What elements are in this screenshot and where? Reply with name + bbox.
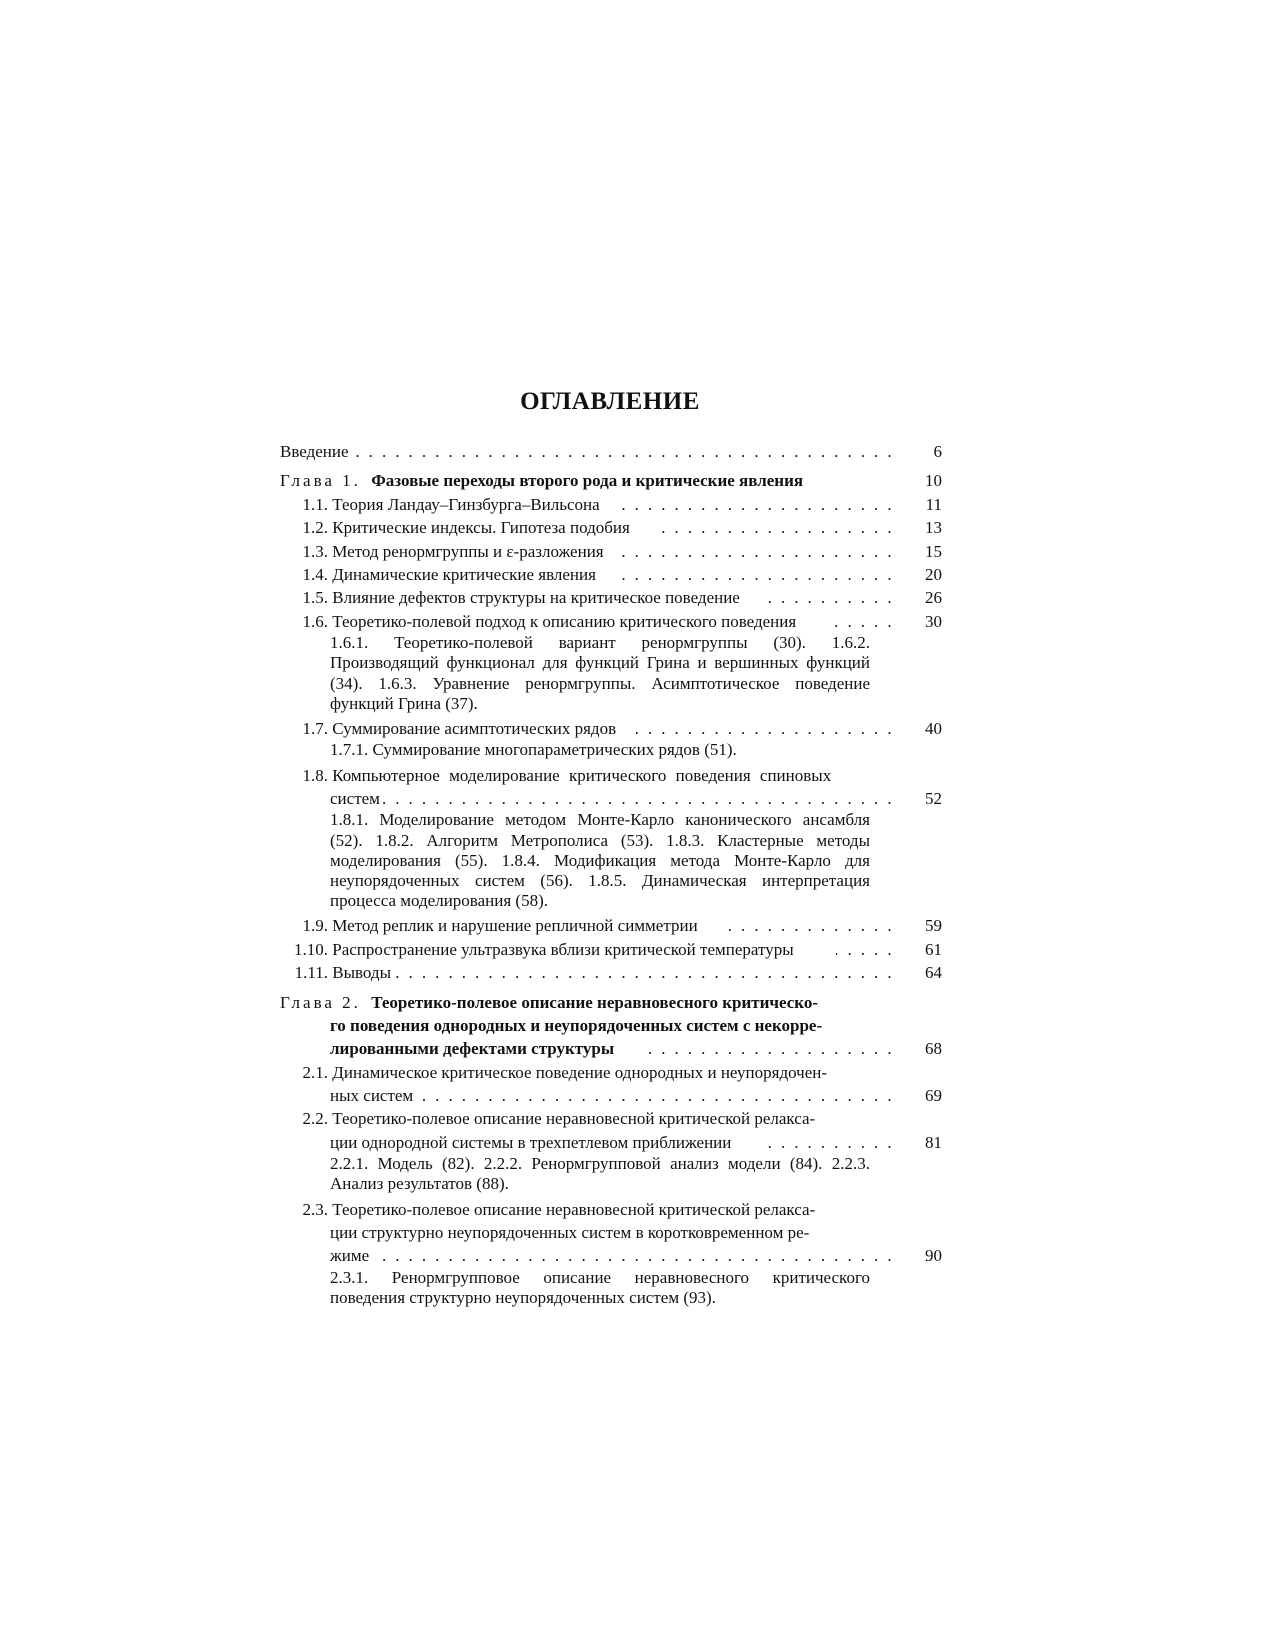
toc-page-number: 64 [925,963,942,983]
section-number: 1.6. [302,611,328,631]
dot-leader [652,516,894,539]
section-number: 1.5. [302,588,328,608]
section-number: 1.10. [294,939,328,959]
dot-leader [834,610,894,633]
toc-section-1-2[interactable] [280,516,942,539]
toc-entry-label: Введение [280,442,349,461]
subsection-list: 1.8.1. Моделирование методом Монте-Карло канонического ансамбля (52). 1.8.2. Алгоритм Метрополиса (53). 1.8.3. Кластерные методы моделирования (55). 1.8.4. Модификация метода Монте-Карло для неупорядоченных систем (56). 1.8.5. Динамическая интерпретация процесса моделирования (58). [330,810,870,911]
toc-section-2-1 [280,1061,942,1084]
dot-leader [638,1037,894,1060]
toc-section-1-8 [280,764,942,787]
section-title: Динамические критические явления [332,564,596,584]
dot-leader [392,961,894,984]
dot-leader [378,1244,894,1267]
subsection-list: 1.6.1. Теоретико-полевой вариант ренормгруппы (30). 1.6.2. Производящий функционал для функций Грина и вершинных функций (34). 1.6.3. Уравнение ренормгруппы. Асимптотическое поведение функций Грина (37). [330,633,870,713]
section-title: Динамическое критическое поведение однородных и неупорядочен- [332,1062,828,1082]
toc-section-2-3 [280,1221,942,1244]
toc-section-1-5[interactable] [280,586,942,609]
section-title: Теория Ландау–Гинзбурга–Вильсона [332,494,600,514]
dot-leader [636,717,894,740]
toc-page-number: 52 [925,788,942,808]
chapter-title: го поведения однородных и неупорядоченных систем с некорре- [330,1015,823,1035]
toc-page-number: 15 [925,541,942,561]
subsection-list: 1.7.1. Суммирование многопараметрических рядов (51). [330,740,737,760]
section-title: Суммирование асимптотических рядов [332,718,617,738]
toc-section-2-2[interactable] [280,1131,942,1154]
toc-section-2-1[interactable] [280,1084,942,1107]
section-title: Теоретико-полевой подход к описанию критического поведения [332,611,797,631]
toc-section-1-7[interactable] [280,717,942,740]
toc-section-1-9[interactable] [280,914,942,937]
section-number: 1.1. [302,494,328,514]
toc-section-1-8[interactable] [280,787,942,810]
section-number: 2.2. [302,1109,328,1129]
toc-page-number: 68 [925,1039,942,1059]
subsection-list: 2.3.1. Ренормгрупповое описание неравновесного критического поведения структурно неупорядоченных систем (93). [330,1267,870,1308]
dot-leader [618,563,894,586]
dot-leader [836,938,894,961]
section-number: 1.7. [302,718,328,738]
section-title: Критические индексы. Гипотеза подобия [332,518,630,538]
dot-leader [766,1131,894,1154]
section-title: Метод реплик и нарушение репличной симметрии [332,916,698,936]
toc-page-number: 69 [925,1086,942,1106]
section-title: ции однородной системы в трехпетлевом приближении [330,1132,732,1152]
section-title: систем [330,788,380,808]
chapter-title: лированными дефектами структуры [330,1039,615,1059]
section-title: Влияние дефектов структуры на критическое поведение [332,588,740,608]
toc-chapter-2[interactable] [280,1037,942,1060]
section-number: 1.4. [302,564,328,584]
chapter-title: Фазовые переходы второго рода и критические явления [371,471,804,491]
chapter-prefix: Глава 2. [280,992,361,1012]
toc-section-1-3[interactable] [280,540,942,563]
toc-page-number: 13 [925,518,942,538]
toc-page-number: 90 [925,1246,942,1266]
toc-entry-intro[interactable] [280,440,942,463]
section-number: 1.8. [302,765,328,785]
section-number: 2.3. [302,1199,328,1219]
section-title: Теоретико-полевое описание неравновесной критической релакса- [332,1109,816,1129]
toc-page-number: 26 [925,588,942,608]
toc-chapter-1[interactable] [280,469,942,492]
toc-page-number: 61 [925,939,942,959]
section-title: Распространение ультразвука вблизи критической температуры [332,939,794,959]
toc-page-number: 20 [925,564,942,584]
toc-section-1-11[interactable] [280,961,942,984]
toc-page-number: 59 [925,916,942,936]
section-number: 1.3. [302,541,328,561]
chapter-title: Теоретико-полевое описание неравновесного критическо- [371,992,819,1012]
dot-leader [622,493,894,516]
toc-section-1-10[interactable] [280,938,942,961]
section-title: жиме [330,1246,370,1266]
dot-leader [728,914,894,937]
toc-page-number: 81 [925,1132,942,1152]
dot-leader [356,440,894,463]
toc-page-number: 30 [925,611,942,631]
toc-chapter-2 [280,991,942,1014]
toc-section-2-2 [280,1107,942,1130]
section-title: Выводы [332,963,392,983]
section-title: ных систем [330,1086,414,1106]
toc-chapter-2 [280,1014,942,1037]
toc-page-number: 11 [925,494,942,514]
dot-leader [420,1084,894,1107]
section-number: 2.1. [302,1062,328,1082]
toc-section-1-1[interactable] [280,493,942,516]
page-title: ОГЛАВЛЕНИЕ [520,388,700,415]
toc-section-1-6[interactable] [280,610,942,633]
dot-leader [764,586,894,609]
subsection-list: 2.2.1. Модель (82). 2.2.2. Ренормгрупповой анализ модели (84). 2.2.3. Анализ результатов (88). [330,1154,870,1194]
dot-leader [378,787,894,810]
chapter-prefix: Глава 1. [280,471,361,491]
toc-page-number: 40 [925,718,942,738]
section-title: Компьютерное моделирование критического поведения спиновых [332,765,832,785]
section-title: ции структурно неупорядоченных систем в коротковременном ре- [330,1223,810,1243]
toc-page-number: 6 [933,442,942,461]
toc-page-number: 10 [925,471,942,491]
toc-section-2-3 [280,1198,942,1221]
section-title: Теоретико-полевое описание неравновесной критической релакса- [332,1199,816,1219]
toc-section-2-3[interactable] [280,1244,942,1267]
section-number: 1.11. [294,963,328,983]
section-number: 1.2. [302,518,328,538]
section-number: 1.9. [302,916,328,936]
toc-section-1-4[interactable] [280,563,942,586]
table-of-contents [280,440,942,1308]
section-title: Метод ренормгруппы и ε-разложения [332,541,604,561]
dot-leader [622,540,894,563]
